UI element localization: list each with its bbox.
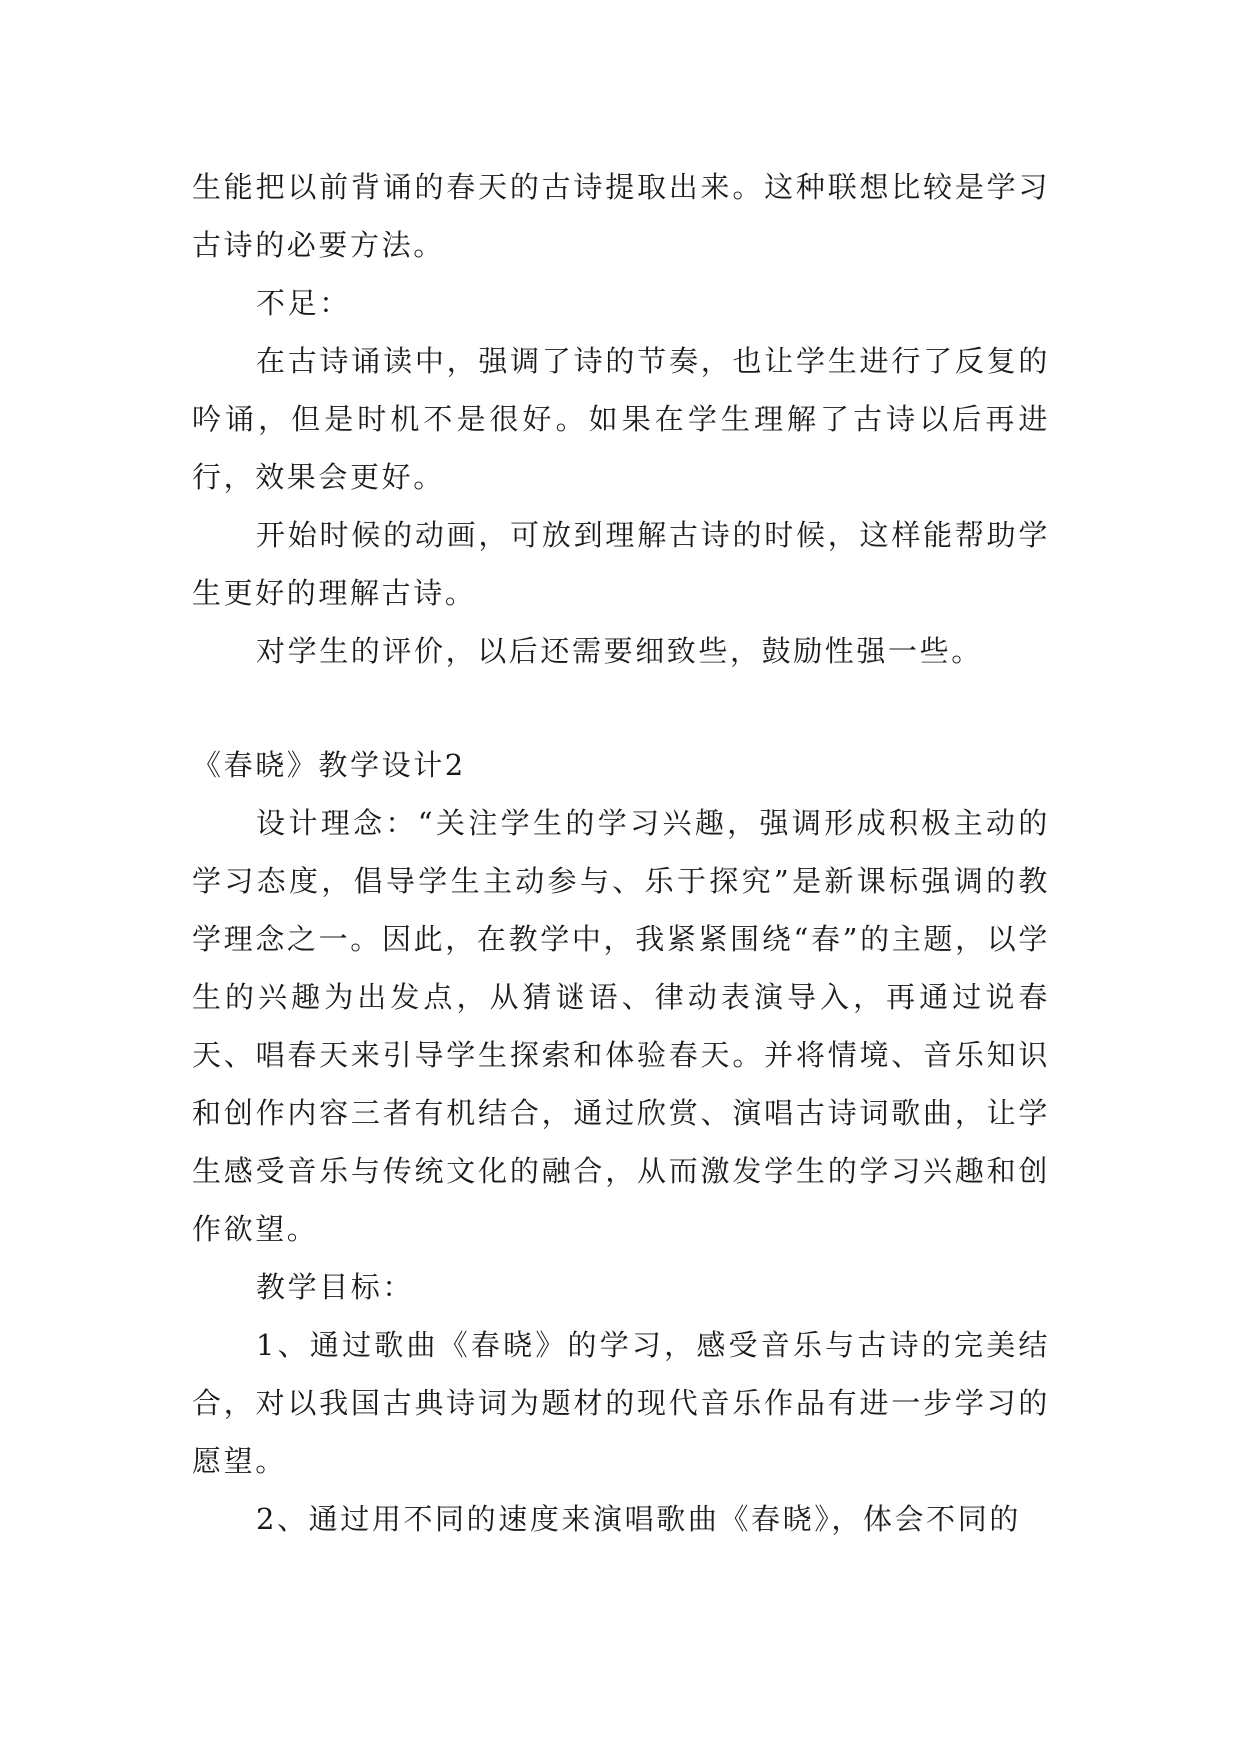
paragraph-goal-2: 2、通过用不同的速度来演唱歌曲《春晓》，体会不同的 xyxy=(256,1502,1021,1536)
paragraph-animation: 开始时候的动画，可放到理解古诗的时候，这样能帮助学生更好的理解古诗。 xyxy=(192,518,1050,610)
section-title: 《春晓》教学设计2 xyxy=(192,748,466,782)
document-body xyxy=(192,158,1050,1548)
paragraph-evaluation: 对学生的评价，以后还需要细致些，鼓励性强一些。 xyxy=(256,634,983,668)
paragraph-goal-1: 1、通过歌曲《春晓》的学习，感受音乐与古诗的完美结合，对以我国古典诗词为题材的现代音乐作品有进一步学习的愿望。 xyxy=(192,1328,1050,1478)
paragraph-continuation: 生能把以前背诵的春天的古诗提取出来。这种联想比较是学习古诗的必要方法。 xyxy=(192,170,1050,262)
paragraph-design-concept: 设计理念：“关注学生的学习兴趣，强调形成积极主动的学习态度，倡导学生主动参与、乐于探究”是新课标强调的教学理念之一。因此，在教学中，我紧紧围绕“春”的主题，以学生的兴趣为出发点，从猜谜语、律动表演导入，再通过说春天、唱春天来引导学生探索和体验春天。并将情境、音乐知识和创作内容三者有机结合，通过欣赏、演唱古诗词歌曲，让学生感受音乐与传统文化的融合，从而激发学生的学习兴趣和创作欲望。 xyxy=(192,806,1050,1246)
paragraph-shortcomings-heading: 不足： xyxy=(256,286,351,320)
paragraph-recitation: 在古诗诵读中，强调了诗的节奏，也让学生进行了反复的吟诵，但是时机不是很好。如果在学生理解了古诗以后再进行，效果会更好。 xyxy=(192,344,1050,494)
section-spacer xyxy=(192,680,1050,736)
paragraph-teaching-goals-heading: 教学目标： xyxy=(256,1270,415,1304)
